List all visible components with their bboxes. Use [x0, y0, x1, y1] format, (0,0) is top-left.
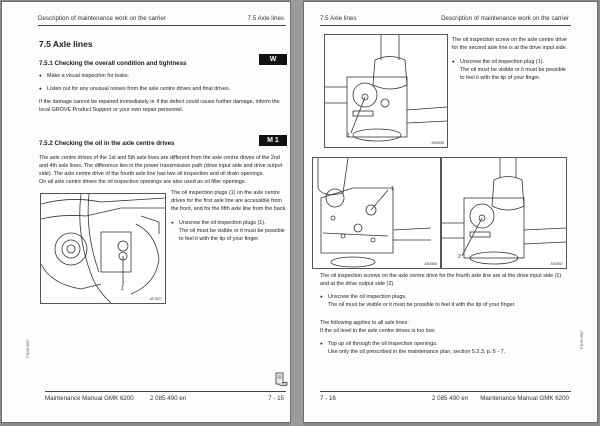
- header-rule: [38, 25, 286, 26]
- text-line: The oil must be visible or it must be possible: [179, 228, 285, 235]
- text-line: local GROVE Product Support or your own repair personnel.: [39, 107, 184, 114]
- text-line: to feel it with the tip of your finger.: [460, 75, 541, 82]
- page-number: 7 - 15: [268, 395, 284, 402]
- axle-drives-intro: [39, 154, 282, 186]
- bullet-unscrew-plugs: [320, 293, 516, 309]
- running-header-left: Description of maintenance work on the carrier: [38, 15, 166, 22]
- interval-badge-m1: M 1: [259, 135, 287, 146]
- text-line: The oil must be visible or it must be possible to feel it with the tip of your finger.: [328, 302, 516, 309]
- text-line: to feel it with the tip of your finger.: [179, 236, 260, 243]
- running-header-right: 7.5 Axle lines: [247, 15, 284, 22]
- axle-drive-illustration: [313, 158, 440, 268]
- running-header-left: 7.5 Axle lines: [320, 15, 357, 22]
- text-line: If the damage cannot be repaired immediately or if the defect could cause further damage, inform the: [39, 99, 280, 105]
- text-line: The oil inspection screw on the axle centre drive: [452, 37, 568, 43]
- figure-fourth-axle-output-side: [441, 157, 567, 269]
- figure-callout: 1: [391, 186, 394, 192]
- footer-rule: [320, 391, 571, 392]
- footer-rule: [45, 391, 286, 392]
- axle-drive-illustration: [41, 194, 165, 303]
- figure-fourth-axle-input-side: [312, 157, 441, 269]
- bullet-unscrew-plug: [452, 58, 566, 82]
- bullet-top-up-oil: [320, 340, 505, 356]
- text-line: The oil inspection screws on the axle centre drive for the fourth axle line are at the drive input side (1): [320, 273, 562, 279]
- page-number: 7 - 16: [320, 395, 336, 402]
- second-axle-description: [452, 36, 567, 52]
- margin-code: F1109 0987: [580, 330, 584, 349]
- subsection-7-5-1-title: 7.5.1 Checking the overall condition and tightness: [39, 60, 187, 67]
- axle-drive-illustration: [325, 35, 447, 147]
- figure-code: AS0557: [550, 262, 563, 266]
- text-line: ● Unscrew the oil inspection plugs.: [328, 294, 407, 300]
- bullet-unscrew-plugs: [171, 219, 285, 243]
- figure-first-axle-drive: [40, 193, 166, 304]
- text-line: ● Unscrew the oil inspection plugs (1).: [179, 220, 266, 226]
- text-line: for the second axle line is at the drive input side.: [452, 45, 568, 52]
- subsection-7-5-2-title: 7.5.2 Checking the oil in the axle centre drives: [39, 140, 175, 147]
- figure-callout: 1: [347, 133, 350, 139]
- header-rule: [320, 25, 571, 26]
- text-line: The axle centre drives of the 1st and 5th axle lines are different from the axle centre drives of the 2nd: [39, 155, 280, 161]
- margin-code: F1109 0987: [26, 339, 30, 358]
- figure-second-axle-drive: [324, 34, 448, 148]
- text-line: drives for the first axle line are accessible from: [171, 198, 282, 205]
- text-line: The following applies to all axle lines:: [320, 320, 409, 326]
- text-line: side). The axle centre drive of the fourth axle line has two oil inspection and oil drain openings.: [39, 171, 264, 178]
- page-gutter: [290, 0, 304, 426]
- fourth-axle-description: [320, 272, 561, 288]
- all-axles-note: [320, 319, 435, 335]
- oil-plugs-description: [171, 189, 287, 213]
- text-line: the front, and for the fifth axle line from the back.: [171, 206, 287, 213]
- interval-badge-w: W: [259, 54, 287, 65]
- text-line: If the oil level in the axle centre drives is too low:: [320, 328, 436, 335]
- footer-doc-number: 2 085 490 en: [432, 395, 469, 402]
- text-line: and 4th axle lines. The difference lies in the power transmission path (drive input side and drive output: [39, 163, 283, 170]
- text-line: Use only the oil prescribed in the maintenance plan, section 5.2.3, p. 5 - 7.: [328, 349, 506, 356]
- text-line: The oil must be visible or it must be possible: [460, 67, 566, 74]
- section-title: 7.5 Axle lines: [39, 39, 93, 49]
- text-line: ● Unscrew the oil inspection plug (1).: [460, 59, 544, 65]
- damage-note: [39, 98, 280, 114]
- footer-doc-number: 2 085 490 en: [150, 395, 187, 402]
- figure-callout: 2: [458, 254, 461, 260]
- footer-manual-title: Maintenance Manual GMK 6200: [45, 395, 134, 402]
- figure-callout: 1: [121, 286, 124, 292]
- figure-code: AF1527: [149, 297, 162, 301]
- running-header-right: Description of maintenance work on the carrier: [441, 15, 569, 22]
- text-line: and at the drive output side (2).: [320, 281, 395, 288]
- axle-drive-illustration: [442, 158, 566, 268]
- text-line: The oil inspection plugs (1) on the axle centre: [171, 190, 280, 196]
- page-7-15: [2, 2, 290, 422]
- figure-code: AS0556: [424, 262, 437, 266]
- text-line: ● Top up oil through the oil inspection openings.: [328, 341, 438, 347]
- page-7-16: [304, 2, 597, 422]
- footer-manual-title: Maintenance Manual GMK 6200: [480, 395, 569, 402]
- bullet-visual-inspection: ● Make a visual inspection for leaks.: [39, 72, 129, 80]
- bullet-listen-noises: ● Listen out for any unusual noises from the axle centre drives and final drives.: [39, 85, 230, 93]
- manual-reader-icon: [274, 372, 288, 388]
- figure-code: AS0555: [431, 141, 444, 145]
- text-line: On all axle centre drives the oil inspection openings are also used as oil filler openings.: [39, 179, 247, 186]
